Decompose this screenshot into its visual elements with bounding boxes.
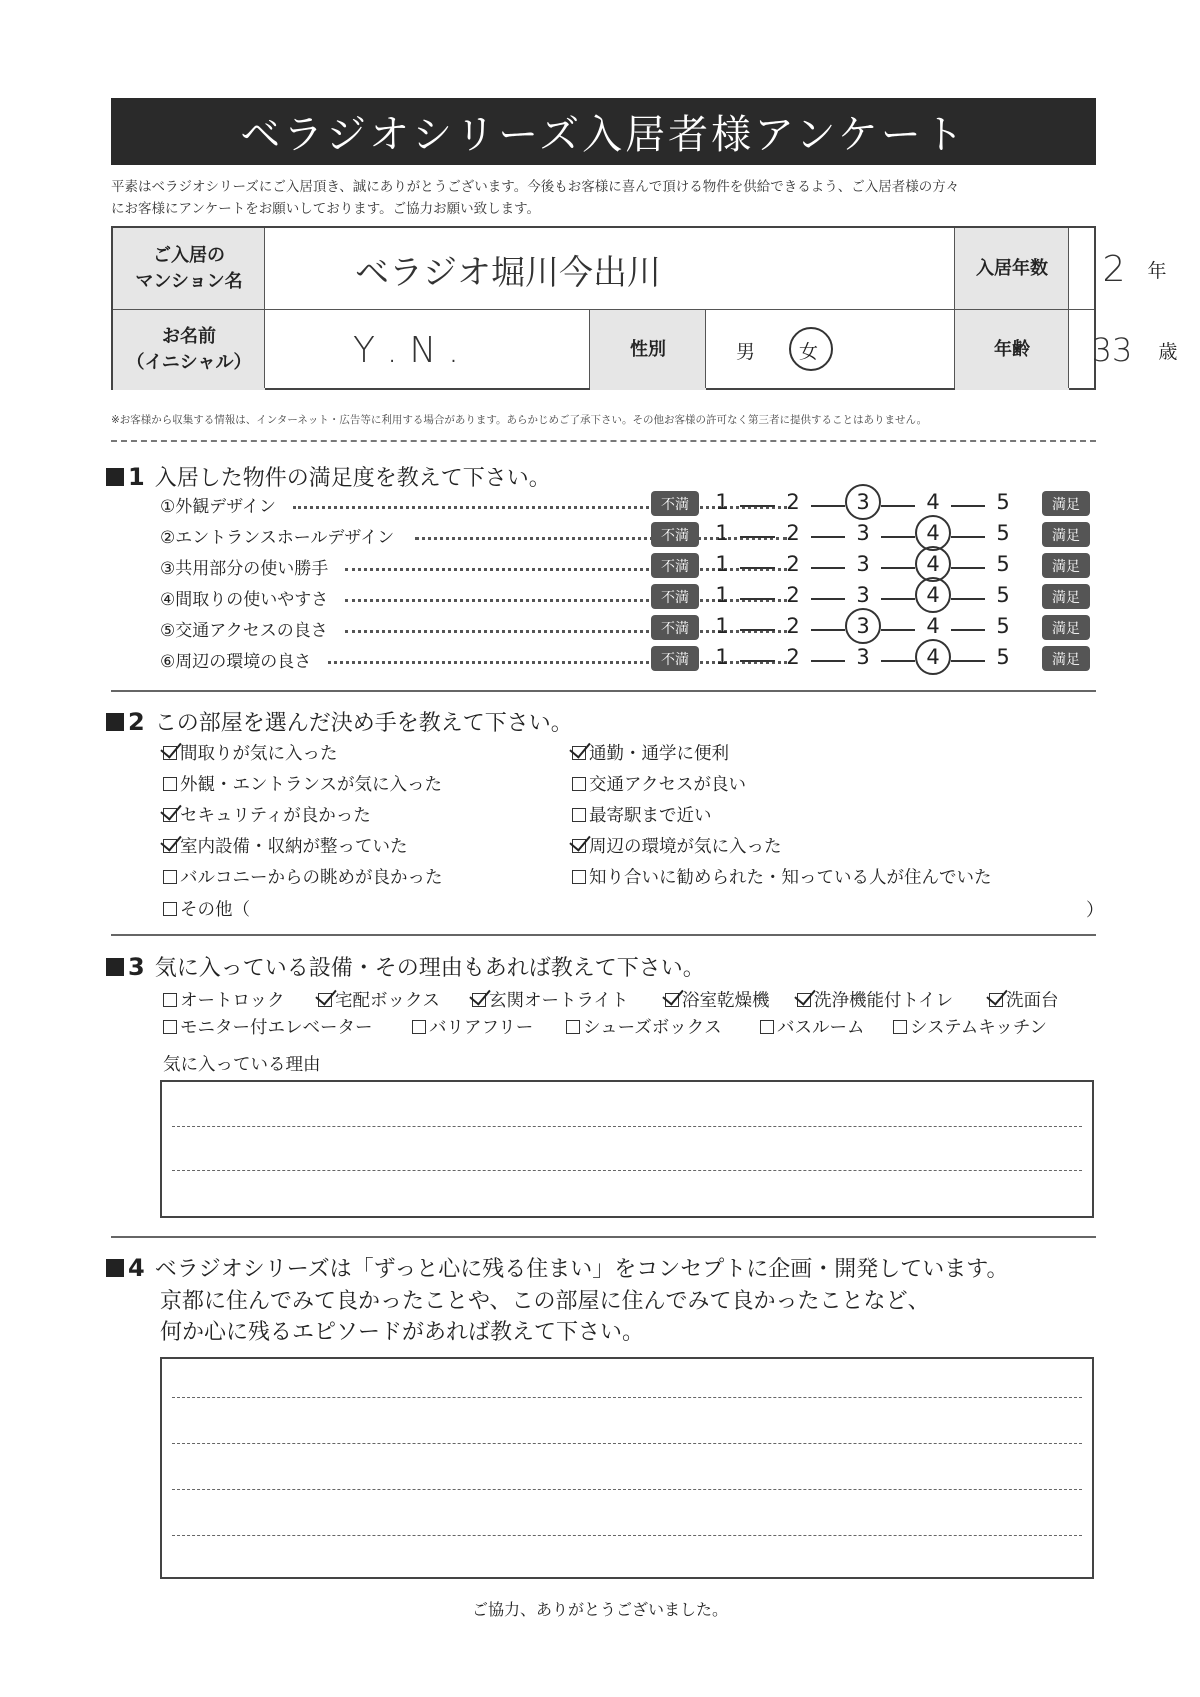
name-label-line1: お名前: [162, 326, 216, 347]
scale-connector: [811, 567, 845, 569]
table-col-divider: [589, 310, 590, 388]
rating-option-3[interactable]: 3: [856, 614, 870, 638]
gender-male-option[interactable]: 男: [736, 340, 756, 363]
gender-female-text: 女: [799, 340, 819, 363]
q2-other-option[interactable]: [163, 896, 250, 921]
section-divider: [111, 934, 1096, 936]
rating-option-5[interactable]: 5: [996, 490, 1010, 514]
page-title: ベラジオシリーズ入居者様アンケート: [111, 98, 1096, 165]
section-divider: [111, 440, 1096, 442]
checkmark-icon: [315, 983, 336, 1005]
q2-heading: [106, 706, 573, 737]
rating-option-2[interactable]: 2: [786, 583, 800, 607]
section-marker-icon: [106, 1259, 124, 1277]
q1-rating-row: [160, 583, 1090, 613]
low-label-badge: 不満: [651, 615, 699, 640]
checkmark-icon: [160, 736, 181, 758]
checkmark-icon: [160, 829, 181, 851]
checkbox-label: バスルーム: [777, 1018, 865, 1038]
writing-line: [172, 1489, 1082, 1490]
checkbox-label: バリアフリー: [429, 1018, 534, 1038]
checkbox[interactable]: [163, 777, 177, 791]
section-divider: [111, 1236, 1096, 1238]
scale-connector: [951, 536, 985, 538]
rating-option-3[interactable]: 3: [856, 583, 870, 607]
checkbox[interactable]: [572, 777, 586, 791]
q1-rating-row: [160, 490, 1090, 520]
checkmark-icon: [569, 829, 590, 851]
scale-connector: [951, 629, 985, 631]
q3-option[interactable]: [318, 987, 440, 1012]
writing-line: [172, 1443, 1082, 1444]
q3-option[interactable]: [989, 987, 1059, 1012]
selected-rating-circle: [915, 639, 951, 675]
checked-checkbox[interactable]: [572, 839, 586, 853]
checked-checkbox[interactable]: [797, 993, 811, 1007]
gender-female-option[interactable]: [799, 337, 818, 364]
q2-option[interactable]: [163, 864, 443, 889]
rating-option-1[interactable]: 1: [715, 614, 729, 638]
checkbox[interactable]: [163, 870, 177, 884]
q2-other-close: ）: [1086, 900, 1104, 921]
q4-number: 4: [128, 1253, 145, 1282]
checkbox-label: 交通アクセスが良い: [589, 775, 746, 795]
q4-heading-line1: ベラジオシリーズは「ずっと心に残る住まい」をコンセプトに企画・開発しています。: [154, 1257, 1009, 1282]
q1-item-label: ①外観デザイン: [160, 497, 277, 517]
q3-heading: [106, 951, 705, 982]
q1-item-label: ③共用部分の使い勝手: [160, 559, 329, 579]
checkbox-label: オートロック: [180, 991, 285, 1011]
mansion-name-field[interactable]: ベラジオ堀川今出川: [355, 252, 661, 293]
checked-checkbox[interactable]: [472, 993, 486, 1007]
checkbox-label: シューズボックス: [583, 1018, 722, 1038]
q4-heading-line2: 京都に住んでみて良かったことや、この部屋に住んでみて良かったことなど、: [160, 1289, 930, 1314]
checkbox-label: 浴室乾燥機: [682, 991, 770, 1011]
section-marker-icon: [106, 713, 124, 731]
checkmark-icon: [794, 983, 815, 1005]
intro-text-line1: 平素はベラジオシリーズにご入居頂き、誠にありがとうございます。今後もお客様に喜んで頂ける物件を供給できるよう、ご入居者様の方々: [111, 179, 960, 195]
rating-option-3[interactable]: 3: [856, 552, 870, 576]
scale-connector: [881, 505, 915, 507]
scale-connector: [951, 505, 985, 507]
writing-line: [172, 1397, 1082, 1398]
q1-item-label: ④間取りの使いやすさ: [160, 590, 329, 610]
checked-checkbox[interactable]: [163, 808, 177, 822]
checkmark-icon: [662, 983, 683, 1005]
rating-option-1[interactable]: 1: [715, 521, 729, 545]
checkbox-label: 周辺の環境が気に入った: [589, 837, 782, 857]
q3-option[interactable]: [163, 987, 285, 1012]
checkbox[interactable]: [566, 1020, 580, 1034]
q2-option[interactable]: [572, 802, 712, 827]
gender-field[interactable]: [706, 310, 955, 390]
scale-connector: [811, 629, 845, 631]
q1-rating-row: [160, 645, 1090, 675]
q1-rating-row: [160, 614, 1090, 644]
rating-option-1[interactable]: 1: [715, 645, 729, 669]
writing-line: [172, 1170, 1082, 1171]
high-label-badge: 満足: [1042, 615, 1090, 640]
gender-selected-circle: [789, 327, 833, 371]
q3-option[interactable]: [760, 1014, 865, 1039]
q3-reason-label: 気に入っている理由: [163, 1055, 321, 1075]
q2-number: 2: [128, 707, 145, 736]
scale-connector: [811, 660, 845, 662]
name-label-line2: （イニシャル）: [126, 352, 252, 373]
q3-option[interactable]: [472, 987, 628, 1012]
rating-option-2[interactable]: 2: [786, 490, 800, 514]
checkmark-icon: [469, 983, 490, 1005]
q2-option[interactable]: [163, 771, 442, 796]
rating-option-4[interactable]: 4: [926, 645, 940, 669]
scale-connector: [740, 505, 775, 507]
rating-option-5[interactable]: 5: [996, 614, 1010, 638]
scale-connector: [881, 567, 915, 569]
age-label: 年齢: [955, 310, 1069, 390]
checkbox[interactable]: [163, 902, 177, 916]
low-label-badge: 不満: [651, 491, 699, 516]
high-label-badge: 満足: [1042, 522, 1090, 547]
resident-info-table: [111, 226, 1178, 390]
checkbox-label: 最寄駅まで近い: [589, 806, 712, 826]
years-field[interactable]: [1069, 228, 1200, 310]
q3-option[interactable]: [412, 1014, 533, 1039]
q1-heading-text: 入居した物件の満足度を教えて下さい。: [154, 466, 551, 491]
checked-checkbox[interactable]: [163, 839, 177, 853]
scale-connector: [881, 598, 915, 600]
q3-option[interactable]: [163, 1014, 373, 1039]
rating-option-4[interactable]: 4: [926, 552, 940, 576]
rating-option-2[interactable]: 2: [786, 521, 800, 545]
q1-item-label: ⑥周辺の環境の良さ: [160, 652, 312, 672]
low-label-badge: 不満: [651, 584, 699, 609]
age-field[interactable]: [1069, 310, 1200, 390]
footer-thanks: ご協力、ありがとうございました。: [471, 1600, 728, 1619]
age-value: 33: [1091, 331, 1133, 369]
q1-item-label: ⑤交通アクセスの良さ: [160, 621, 328, 641]
table-row-divider: [113, 309, 1094, 310]
checkbox[interactable]: [163, 993, 177, 1007]
intro-text-line2: にお客様にアンケートをお願いしております。ご協力お願い致します。: [111, 201, 541, 217]
checkbox-label: 間取りが気に入った: [180, 744, 338, 764]
q2-option[interactable]: [163, 833, 408, 858]
q3-option[interactable]: [665, 987, 770, 1012]
q1-number: 1: [128, 462, 145, 491]
q3-option[interactable]: [893, 1014, 1047, 1039]
q2-option[interactable]: [572, 740, 729, 765]
scale-connector: [951, 598, 985, 600]
section-marker-icon: [106, 468, 124, 486]
low-label-badge: 不満: [651, 646, 699, 671]
rating-option-5[interactable]: 5: [996, 583, 1010, 607]
rating-option-3[interactable]: 3: [856, 645, 870, 669]
checkbox[interactable]: [572, 870, 586, 884]
checkbox-label: モニター付エレベーター: [180, 1018, 373, 1038]
section-marker-icon: [106, 958, 124, 976]
q2-option[interactable]: [572, 833, 782, 858]
high-label-badge: 満足: [1042, 553, 1090, 578]
rating-option-1[interactable]: 1: [715, 583, 729, 607]
years-unit: 年: [1147, 259, 1167, 282]
gender-label: 性別: [590, 310, 706, 390]
checked-checkbox[interactable]: [665, 993, 679, 1007]
checkbox-label: 洗面台: [1006, 991, 1059, 1011]
checkbox-label: 知り合いに勧められた・知っている人が住んでいた: [589, 868, 992, 888]
checked-checkbox[interactable]: [989, 993, 1003, 1007]
q2-option[interactable]: [163, 802, 371, 827]
scale-connector: [740, 598, 775, 600]
q2-other-label: その他（: [180, 900, 250, 920]
q3-option[interactable]: [566, 1014, 722, 1039]
scale-connector: [951, 567, 985, 569]
rating-option-5[interactable]: 5: [996, 552, 1010, 576]
checkbox-label: 洗浄機能付トイレ: [814, 991, 954, 1011]
selected-rating-circle: [915, 577, 951, 613]
q3-heading-text: 気に入っている設備・その理由もあれば教えて下さい。: [154, 956, 705, 981]
table-col-divider: [1068, 228, 1069, 388]
privacy-note: ※お客様から収集する情報は、インターネット・広告等に利用する場合があります。あらかじめご了承下さい。その他お客様の許可なく第三者に提供することはありません。: [111, 414, 928, 426]
rating-option-3[interactable]: 3: [856, 490, 870, 514]
scale-connector: [951, 660, 985, 662]
checkbox-label: 宅配ボックス: [335, 991, 440, 1011]
checkbox[interactable]: [893, 1020, 907, 1034]
checkbox-label: 外観・エントランスが気に入った: [180, 775, 442, 795]
q4-heading-line3: 何か心に残るエピソードがあれば教えて下さい。: [160, 1320, 645, 1345]
scale-connector: [811, 536, 845, 538]
checked-checkbox[interactable]: [318, 993, 332, 1007]
q1-rating-row: [160, 521, 1090, 551]
years-label: 入居年数: [955, 228, 1069, 310]
writing-line: [172, 1535, 1082, 1536]
checkbox-label: バルコニーからの眺めが良かった: [180, 868, 443, 888]
checkbox-label: 玄関オートライト: [489, 991, 629, 1011]
table-col-divider: [264, 228, 265, 388]
scale-connector: [811, 505, 845, 507]
high-label-badge: 満足: [1042, 646, 1090, 671]
scale-connector: [811, 598, 845, 600]
q3-number: 3: [128, 952, 145, 981]
scale-connector: [881, 536, 915, 538]
q2-option[interactable]: [163, 740, 338, 765]
q2-option[interactable]: [572, 864, 992, 889]
rating-option-2[interactable]: 2: [786, 645, 800, 669]
q3-option[interactable]: [797, 987, 953, 1012]
rating-option-4[interactable]: 4: [926, 614, 940, 638]
rating-option-4[interactable]: 4: [926, 490, 940, 514]
table-col-divider: [705, 310, 706, 388]
q1-item-label: ②エントランスホールデザイン: [160, 528, 395, 548]
low-label-badge: 不満: [651, 553, 699, 578]
low-label-badge: 不満: [651, 522, 699, 547]
mansion-label-line1: ご入居の: [153, 245, 225, 266]
checked-checkbox[interactable]: [163, 746, 177, 760]
table-col-divider: [954, 228, 955, 388]
section-divider: [111, 690, 1096, 692]
mansion-name-label: [113, 228, 265, 310]
q4-heading: [106, 1252, 1009, 1283]
scale-connector: [740, 629, 775, 631]
years-value: 2: [1102, 248, 1126, 290]
scale-connector: [740, 567, 775, 569]
scale-connector: [881, 660, 915, 662]
checkbox[interactable]: [760, 1020, 774, 1034]
q2-option[interactable]: [572, 771, 746, 796]
writing-line: [172, 1126, 1082, 1127]
rating-option-4[interactable]: 4: [926, 521, 940, 545]
checkbox[interactable]: [572, 808, 586, 822]
age-unit: 歳: [1158, 340, 1178, 363]
rating-option-1[interactable]: 1: [715, 490, 729, 514]
q2-heading-text: この部屋を選んだ決め手を教えて下さい。: [154, 711, 573, 736]
q1-rating-row: [160, 552, 1090, 582]
rating-option-5[interactable]: 5: [996, 521, 1010, 545]
scale-connector: [740, 660, 775, 662]
rating-option-5[interactable]: 5: [996, 645, 1010, 669]
checkbox-label: 室内設備・収納が整っていた: [180, 837, 408, 857]
rating-option-2[interactable]: 2: [786, 614, 800, 638]
checkmark-icon: [569, 736, 590, 758]
mansion-label-line2: マンション名: [135, 271, 243, 292]
high-label-badge: 満足: [1042, 491, 1090, 516]
rating-option-4[interactable]: 4: [926, 583, 940, 607]
checkmark-icon: [160, 798, 181, 820]
checkbox[interactable]: [163, 1020, 177, 1034]
scale-connector: [740, 536, 775, 538]
high-label-badge: 満足: [1042, 584, 1090, 609]
q1-heading: [106, 461, 551, 492]
checkmark-icon: [986, 983, 1007, 1005]
q4-episode-input[interactable]: [160, 1357, 1094, 1579]
name-label: [113, 310, 265, 390]
rating-option-1[interactable]: 1: [715, 552, 729, 576]
checkbox-label: 通勤・通学に便利: [589, 744, 729, 764]
rating-option-3[interactable]: 3: [856, 521, 870, 545]
selected-rating-circle: [845, 484, 881, 520]
checked-checkbox[interactable]: [572, 746, 586, 760]
rating-option-2[interactable]: 2: [786, 552, 800, 576]
scale-connector: [881, 629, 915, 631]
checkbox-label: システムキッチン: [910, 1018, 1048, 1038]
q3-reason-input[interactable]: [160, 1080, 1094, 1218]
selected-rating-circle: [845, 608, 881, 644]
checkbox-label: セキュリティが良かった: [180, 806, 371, 826]
checkbox[interactable]: [412, 1020, 426, 1034]
name-field[interactable]: Y . N .: [353, 329, 460, 371]
